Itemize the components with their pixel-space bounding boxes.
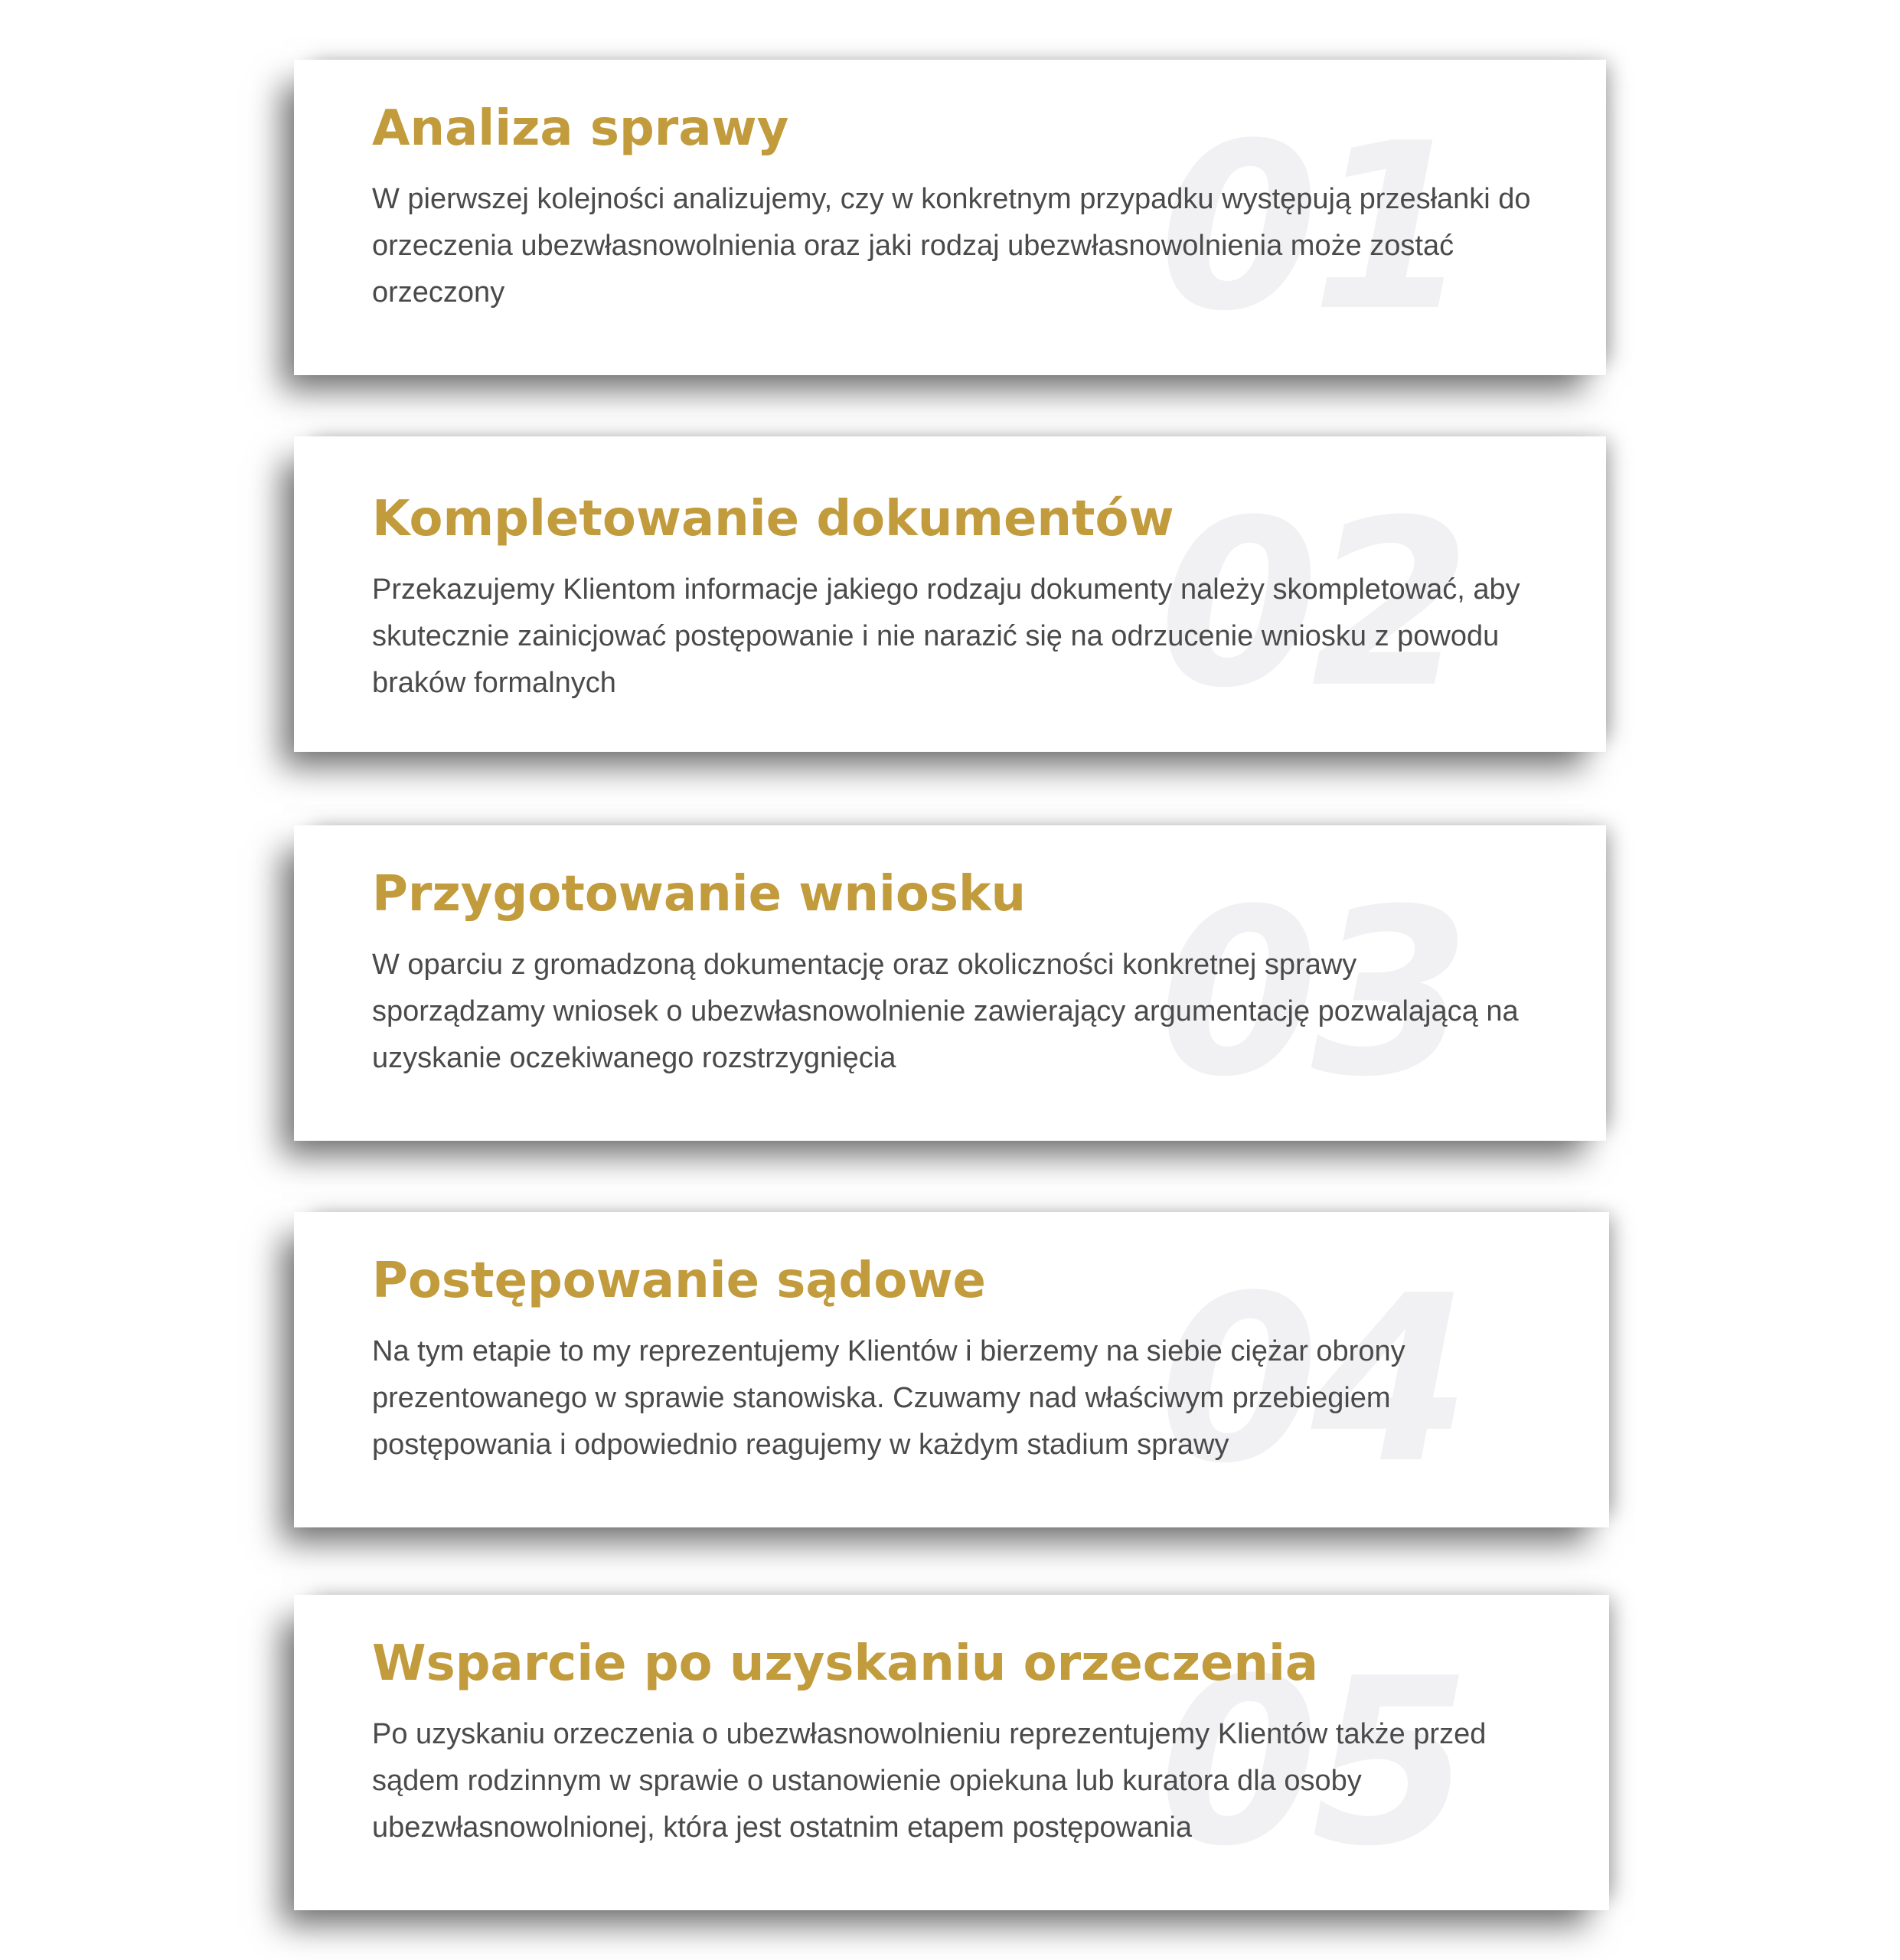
step-number: 02 bbox=[1159, 471, 1464, 738]
step-title: Kompletowanie dokumentów bbox=[372, 491, 1174, 547]
step-description: Po uzyskaniu orzeczenia o ubezwłasnowolnieniu reprezentujemy Klientów także przed sądem rodzinnym w sprawie o ustanowienie opiekuna lub kuratora dla osoby ubezwłasnowolnionej, która jest ostatnim etapem postępowania bbox=[372, 1718, 1487, 1844]
step-title: Analiza sprawy bbox=[372, 100, 789, 157]
step-number: 03 bbox=[1159, 860, 1464, 1127]
step-title: Przygotowanie wniosku bbox=[372, 866, 1027, 923]
step-card-2 bbox=[294, 436, 1606, 752]
step-description: Przekazujemy Klientom informacje jakiego rodzaju dokumenty należy skompletować, aby skutecznie zainicjować postępowanie i nie narazić się na odrzucenie wniosku z powodu braków formalnych bbox=[372, 573, 1520, 699]
step-number: 05 bbox=[1159, 1629, 1464, 1896]
step-number: 04 bbox=[1159, 1246, 1464, 1514]
step-card-5 bbox=[294, 1595, 1609, 1910]
step-title: Postępowanie sądowe bbox=[372, 1253, 986, 1309]
step-description: W pierwszej kolejności analizujemy, czy w konkretnym przypadku występują przesłanki do orzeczenia ubezwłasnowolnienia oraz jaki rodzaj ubezwłasnowolnienia może zostać orzeczony bbox=[372, 183, 1531, 309]
step-description: Na tym etapie to my reprezentujemy Klientów i bierzemy na siebie ciężar obrony prezentowanego w sprawie stanowiska. Czuwamy nad właściwym przebiegiem postępowania i odpowiednio reagujemy w każdym stadium sprawy bbox=[372, 1335, 1405, 1461]
step-title: Wsparcie po uzyskaniu orzeczenia bbox=[372, 1635, 1319, 1692]
step-card-1 bbox=[294, 60, 1606, 375]
step-card-4 bbox=[294, 1212, 1609, 1527]
step-card-3 bbox=[294, 825, 1606, 1141]
step-description: W oparciu z gromadzoną dokumentację oraz okoliczności konkretnej sprawy sporządzamy wniosek o ubezwłasnowolnienie zawierający argumentację pozwalającą na uzyskanie oczekiwanego rozstrzygnięcia bbox=[372, 949, 1519, 1074]
step-number: 01 bbox=[1159, 94, 1464, 361]
